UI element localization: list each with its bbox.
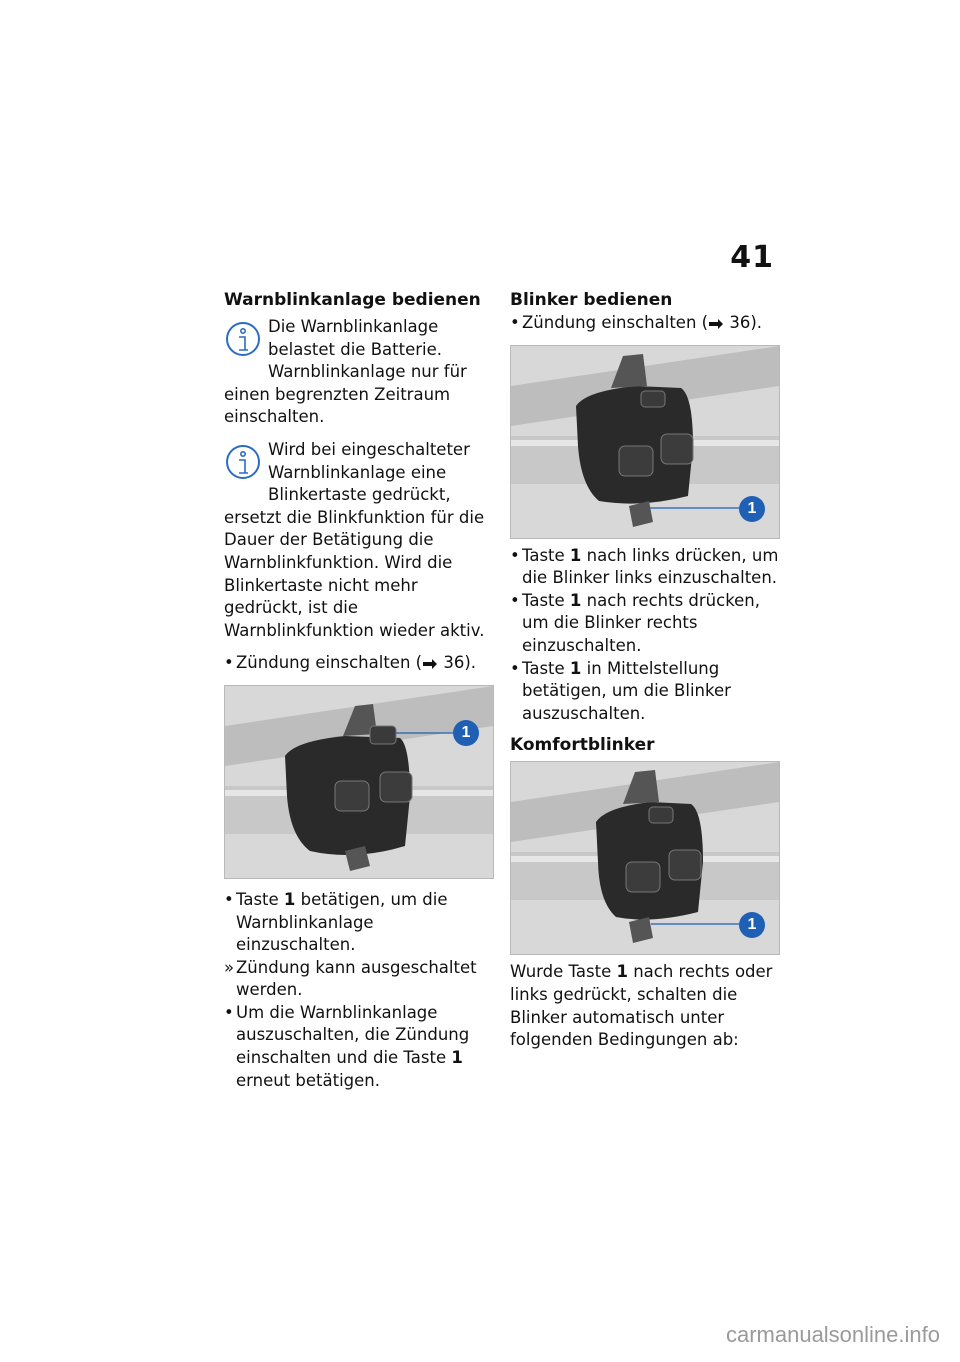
comfort-blinker-paragraph: Wurde Taste 1 nach rechts oder links gedrückt, schalten die Blinker automatisch unter folgenden Bedingungen ab:	[510, 962, 773, 1050]
callout-number-1: 1	[739, 496, 765, 522]
result-marker: »	[224, 957, 235, 977]
info-note-battery	[224, 316, 494, 429]
list-item: • Taste 1 betätigen, um die Warnblinkanlage einzuschalten.	[224, 889, 448, 955]
section-heading-hazard: Warnblinkanlage bedienen	[224, 290, 481, 310]
page-reference-arrow-icon	[422, 659, 438, 669]
bullet: •	[510, 658, 520, 678]
left-column	[224, 290, 494, 1092]
list-item: • Zündung einschalten ( 36).	[224, 652, 494, 675]
list-item: • Taste 1 in Mittelstellung betätigen, um die Blinker auszuschalten.	[510, 658, 731, 723]
right-column	[510, 290, 782, 1052]
bullet: •	[510, 590, 520, 610]
figure-handlebar-switch-hazard	[224, 685, 494, 879]
page-number: 41	[730, 240, 774, 275]
bullet: •	[224, 889, 234, 909]
handlebar-switch-illustration	[225, 686, 493, 878]
section-heading-blinker: Blinker bedienen	[510, 290, 673, 310]
info-note-blinker	[224, 439, 494, 642]
info-icon	[224, 320, 262, 362]
note-text-blinker: Wird bei eingeschalteter Warnblinkanlage eine Blinkertaste gedrückt, ersetzt die Blinkfunktion für die Dauer der Betätigung die Warnblinkfunktion. Wird die Blinkertaste nicht mehr gedrückt, ist die Warnblinkfunktion wieder aktiv.	[224, 439, 485, 640]
bullet: •	[224, 653, 234, 673]
watermark: carmanualsonline.info	[725, 1322, 940, 1347]
callout-number-1: 1	[739, 912, 765, 938]
bullet: •	[224, 1002, 234, 1022]
step-list-hazard	[224, 889, 494, 1092]
section-heading-comfort: Komfortblinker	[510, 735, 655, 756]
figure-handlebar-switch-comfort	[510, 761, 780, 955]
page-reference[interactable]: 36	[729, 313, 751, 332]
step-list-ignition-right	[510, 312, 782, 335]
page-reference-arrow-icon	[708, 319, 724, 329]
bullet: •	[510, 313, 520, 332]
list-item: • Taste 1 nach links drücken, um die Blinker links einzuschalten.	[510, 545, 779, 588]
info-icon	[224, 443, 262, 485]
list-item-result: » Zündung kann ausgeschaltet werden.	[224, 957, 477, 1000]
bullet: •	[510, 545, 520, 565]
page-reference[interactable]: 36	[443, 653, 465, 673]
step-list-ignition	[224, 652, 494, 675]
list-item: • Um die Warnblinkanlage auszuschalten, die Zündung einschalten und die Taste 1 erneut betätigen.	[224, 1002, 470, 1090]
figure-handlebar-switch-blinker	[510, 345, 780, 539]
note-text-battery: Die Warnblinkanlage belastet die Batterie. Warnblinkanlage nur für einen begrenzten Zeitraum einschalten.	[224, 317, 467, 427]
callout-number-1: 1	[453, 720, 479, 746]
step-list-blinker	[510, 545, 782, 726]
list-item: • Taste 1 nach rechts drücken, um die Blinker rechts einzuschalten.	[510, 590, 761, 655]
list-item: • Zündung einschalten ( 36).	[510, 312, 782, 335]
